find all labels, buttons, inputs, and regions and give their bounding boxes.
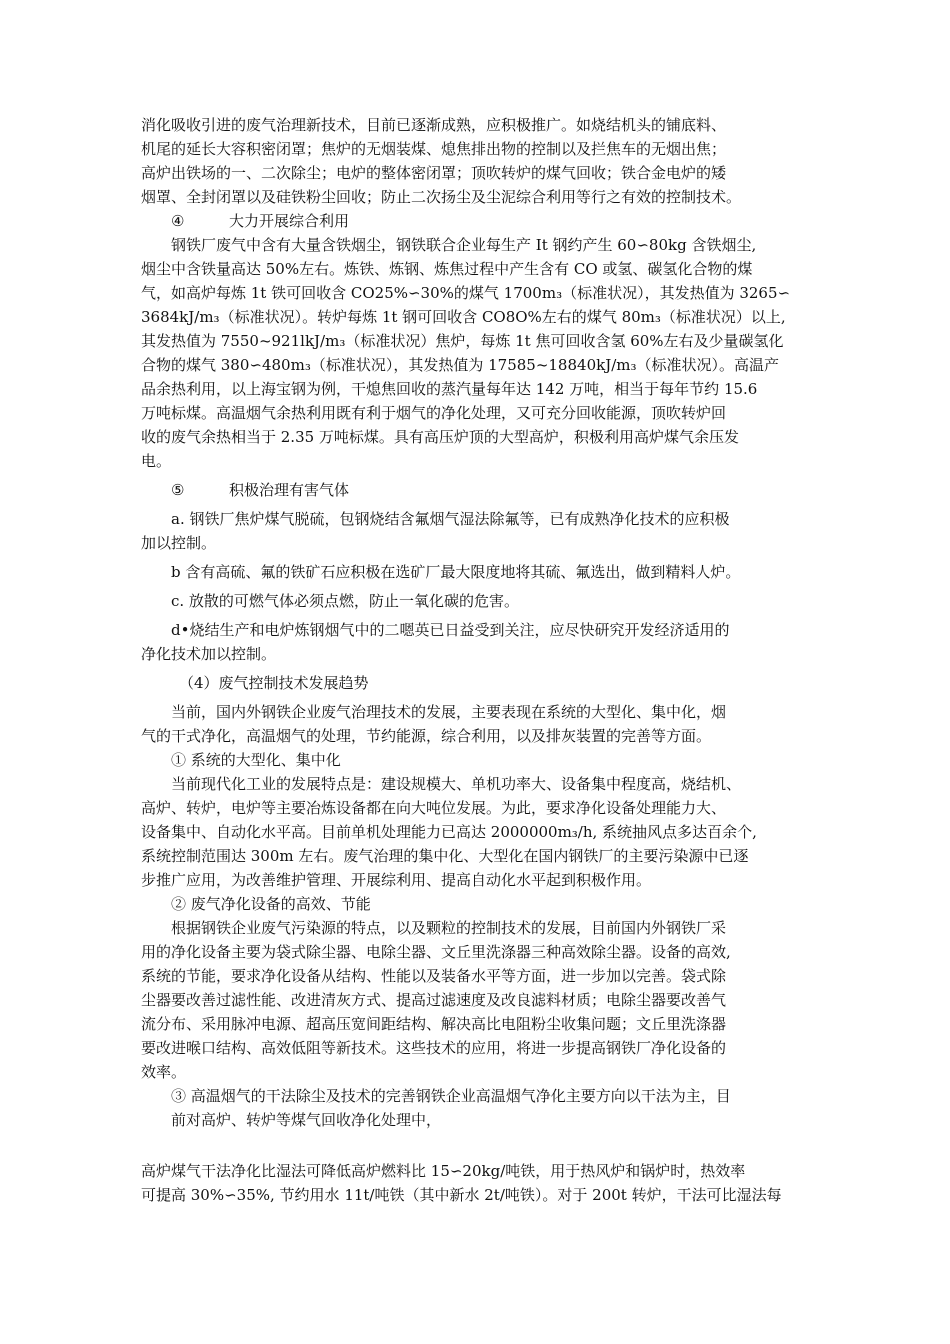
paragraph-line: 其发热值为 7550~921lkJ/m₃（标准状况）焦炉，每炼 1t 焦可回收含氢 60%左右及少量碳氢化 <box>141 332 784 350</box>
paragraph-line: 气的干式净化，高温烟气的处理，节约能源，综合利用，以及排灰装置的完善等方面。 <box>141 727 712 745</box>
paragraph-line: 万吨标煤。高温烟气余热利用既有利于烟气的净化处理，又可充分回收能源，顶吹转炉回 <box>141 404 727 422</box>
paragraph-line: 3684kJ/m₃（标准状况）。转炉每炼 1t 钢可回收含 CO8O%左右的煤气 80m₃（标准状况）以上, <box>141 308 786 326</box>
paragraph-line: 高炉出铁场的一、二次除尘；电炉的整体密闭罩；顶吹转炉的煤气回收；铁合金电炉的矮 <box>141 164 727 182</box>
document-tail <box>141 1159 831 1207</box>
subheading-efficiency: ② 废气净化设备的高效、节能 <box>171 895 371 913</box>
paragraph-line: 设备集中、自动化水平高。目前单机处理能力已高达 2000000m₃/h, 系统抽风点多达百余个, <box>141 823 757 841</box>
subheading-large-scale: ① 系统的大型化、集中化 <box>171 751 341 769</box>
list-item-b: b 含有高硫、氟的铁矿石应积极在选矿厂最大限度地将其硫、氟选出，做到精料人炉。 <box>171 563 741 581</box>
list-item-d: d•烧结生产和电炉炼钢烟气中的二嗯英已日益受到关注，应尽快研究开发经济适用的 <box>171 621 730 639</box>
paragraph-line: 机尾的延长大容积密闭罩；焦炉的无烟装煤、熄焦排出物的控制以及拦焦车的无烟出焦； <box>141 140 727 158</box>
paragraph-line: 高炉、转炉，电炉等主要冶炼设备都在向大吨位发展。为此，要求净化设备处理能力大、 <box>141 799 727 817</box>
paragraph-line: 前对高炉、转炉等煤气回收净化处理中， <box>171 1111 442 1129</box>
paragraph-line: 高炉煤气干法净化比湿法可降低高炉燃料比 15∽20kg/吨铁，用于热风炉和锅炉时，热效率 <box>141 1162 746 1180</box>
paragraph-line: 系统的节能，要求净化设备从结构、性能以及装备水平等方面，进一步加以完善。袋式除 <box>141 967 727 985</box>
paragraph-line: 当前现代化工业的发展特点是：建设规模大、单机功率大、设备集中程度高，烧结机、 <box>171 775 742 793</box>
list-item-a: a. 钢铁厂焦炉煤气脱硫，包钢烧结含氟烟气湿法除氟等，已有成熟净化技术的应积极 <box>171 510 730 528</box>
heading-text: 积极治理有害气体 <box>229 481 350 499</box>
paragraph-line: 合物的煤气 380∽480m₃（标准状况），其发热值为 17585~18840kJ/m₃（标准状况）。高温产 <box>141 356 780 374</box>
paragraph-line: 效率。 <box>141 1063 187 1081</box>
paragraph-line: 可提高 30%∽35%, 节约用水 11t/吨铁（其中新水 2t/吨铁）。对于 200t 转炉，干法可比湿法每 <box>141 1186 782 1204</box>
paragraph-line: 品余热利用，以上海宝钢为例，干熄焦回收的蒸汽量每年达 142 万吨，相当于每年节约 15.6 <box>141 380 758 398</box>
heading-number: ⑤ <box>171 481 185 499</box>
subheading-comprehensive-utilization <box>141 209 821 233</box>
paragraph-line: 烟罩、全封闭罩以及硅铁粉尘回收；防止二次扬尘及尘泥综合利用等行之有效的控制技术。 <box>141 188 742 206</box>
list-item-d-cont: 净化技术加以控制。 <box>141 645 277 663</box>
paragraph-line: 收的废气余热相当于 2.35 万吨标煤。具有高压炉顶的大型高炉，积极利用高炉煤气余压发 <box>141 428 739 446</box>
paragraph-line: 根据钢铁企业废气污染源的特点，以及颗粒的控制技术的发展，目前国内外钢铁厂采 <box>171 919 727 937</box>
subheading-dry-dust-removal: ③ 高温烟气的干法除尘及技术的完善钢铁企业高温烟气净化主要方向以干法为主，目 <box>171 1087 731 1105</box>
paragraph-line: 要改进喉口结构、高效低阻等新技术。这些技术的应用，将进一步提高钢铁厂净化设备的 <box>141 1039 727 1057</box>
paragraph-line: 系统控制范围达 300m 左右。废气治理的集中化、大型化在国内钢铁厂的主要污染源中已逐 <box>141 847 749 865</box>
section-title-trends: （4）废气控制技术发展趋势 <box>179 674 369 692</box>
list-item-c: c. 放散的可燃气体必须点燃，防止一氧化碳的危害。 <box>171 592 519 610</box>
paragraph-line: 尘器要改善过滤性能、改进清灰方式、提高过滤速度及改良滤料材质；电除尘器要改善气 <box>141 991 727 1009</box>
paragraph-line: 消化吸收引进的废气治理新技术，目前已逐渐成熟，应积极推广。如烧结机头的铺底料、 <box>141 116 727 134</box>
paragraph-line: 电。 <box>141 452 172 470</box>
heading-number: ④ <box>171 212 185 230</box>
heading-text: 大力开展综合利用 <box>229 212 350 230</box>
paragraph-line: 当前，国内外钢铁企业废气治理技术的发展，主要表现在系统的大型化、集中化，烟 <box>171 703 727 721</box>
subheading-harmful-gas <box>141 478 821 502</box>
paragraph-line: 步推广应用，为改善维护管理、开展综利用、提高自动化水平起到积极作用。 <box>141 871 652 889</box>
list-item-a-cont: 加以控制。 <box>141 534 217 552</box>
paragraph-line: 钢铁厂废气中含有大量含铁烟尘，钢铁联合企业每生产 It 钢约产生 60∽80kg 含铁烟尘, <box>171 236 757 254</box>
paragraph-line: 烟尘中含铁量高达 50%左右。炼铁、炼钢、炼焦过程中产生含有 CO 或氢、碳氢化合物的煤 <box>141 260 753 278</box>
paragraph-line: 流分布、采用脉冲电源、超高压宽间距结构、解决高比电阻粉尘收集问题；文丘里洗涤器 <box>141 1015 727 1033</box>
document-body <box>141 113 821 1132</box>
paragraph-line: 气，如高炉每炼 1t 铁可回收含 CO25%∽30%的煤气 1700m₃（标准状况），其发热值为 3265∽ <box>141 284 791 302</box>
paragraph-line: 用的净化设备主要为袋式除尘器、电除尘器、文丘里洗涤器三种高效除尘器。设备的高效, <box>141 943 731 961</box>
